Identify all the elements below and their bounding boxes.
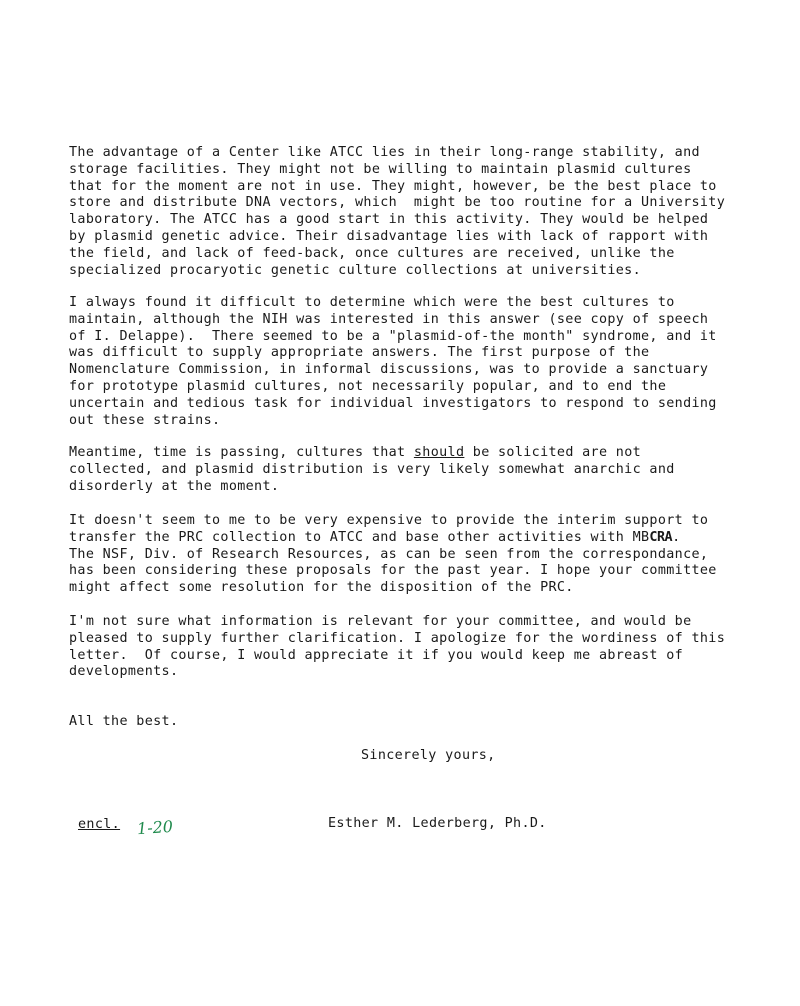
text-line: store and distribute DNA vectors, which might be too routine for a University bbox=[69, 195, 726, 211]
text-line: The advantage of a Center like ATCC lies in their long-range stability, and bbox=[69, 145, 700, 160]
text-line: specialized procaryotic genetic culture collections at universities. bbox=[69, 262, 642, 278]
text-line: collected, and plasmid distribution is very likely somewhat anarchic and bbox=[69, 461, 675, 477]
text-line: letter. Of course, I would appreciate it if you would keep me abreast of bbox=[69, 647, 684, 663]
text-line: that for the moment are not in use. They might, however, be the best place to bbox=[69, 178, 717, 194]
text-segment: be solicited are not bbox=[464, 445, 642, 460]
paragraph-interim-support bbox=[69, 513, 749, 597]
text-line: maintain, although the NIH was interested in this answer (see copy of speech bbox=[69, 311, 709, 327]
text-line: for prototype plasmid cultures, not necessarily popular, and to end the bbox=[69, 378, 667, 394]
signer-name: Esther M. Lederberg, Ph.D. bbox=[328, 816, 547, 831]
paragraph-meantime bbox=[69, 445, 749, 495]
text-line: was difficult to supply appropriate answers. The first purpose of the bbox=[69, 345, 650, 361]
paragraph-culture-selection bbox=[69, 295, 749, 429]
overtyped-text: CRA bbox=[649, 529, 673, 545]
underlined-word: should bbox=[413, 445, 465, 460]
text-line: Nomenclature Commission, in informal discussions, was to provide a sanctuary bbox=[69, 362, 709, 378]
closing-line: All the best. bbox=[69, 714, 179, 729]
text-line: of I. Delappe). There seemed to be a "plasmid-of-the month" syndrome, and it bbox=[69, 328, 717, 344]
text-segment: transfer the PRC collection to ATCC and base other activities with MB bbox=[69, 529, 650, 545]
paragraph-closing-remarks bbox=[69, 614, 749, 681]
text-line: pleased to supply further clarification. I apologize for the wordiness of this bbox=[69, 630, 726, 646]
handwritten-note: 1-20 bbox=[136, 816, 174, 839]
sign-off: Sincerely yours, bbox=[361, 748, 496, 763]
text-line: It doesn't seem to me to be very expensive to provide the interim support to bbox=[69, 513, 709, 528]
text-line: The NSF, Div. of Research Resources, as can be seen from the correspondance, bbox=[69, 546, 709, 562]
text-line: storage facilities. They might not be willing to maintain plasmid cultures bbox=[69, 161, 692, 177]
text-line: I'm not sure what information is relevant for your committee, and would be bbox=[69, 614, 692, 629]
text-line: uncertain and tedious task for individual investigators to respond to sending bbox=[69, 395, 717, 411]
paragraph-atcc-advantage bbox=[69, 145, 749, 279]
text-line bbox=[69, 530, 749, 547]
text-line: disorderly at the moment. bbox=[69, 478, 280, 494]
text-line: developments. bbox=[69, 664, 179, 680]
enclosure-label: encl. bbox=[78, 817, 121, 832]
text-line bbox=[69, 445, 749, 462]
text-line: I always found it difficult to determine which were the best cultures to bbox=[69, 295, 675, 310]
text-line: might affect some resolution for the disposition of the PRC. bbox=[69, 580, 574, 596]
text-line: out these strains. bbox=[69, 412, 221, 428]
text-line: by plasmid genetic advice. Their disadvantage lies with lack of rapport with bbox=[69, 228, 709, 244]
text-line: laboratory. The ATCC has a good start in this activity. They would be helped bbox=[69, 212, 709, 228]
text-line: the field, and lack of feed-back, once cultures are received, unlike the bbox=[69, 245, 675, 261]
text-line: has been considering these proposals for the past year. I hope your committee bbox=[69, 563, 717, 579]
text-segment: . bbox=[672, 529, 681, 545]
text-segment: Meantime, time is passing, cultures that bbox=[69, 445, 414, 460]
